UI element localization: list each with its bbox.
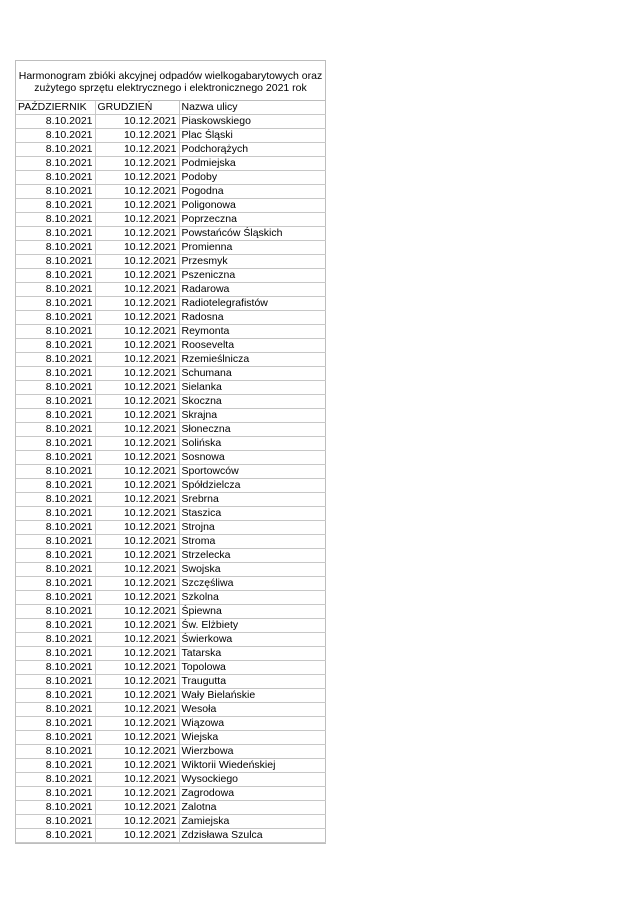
december-date-cell: 10.12.2021 — [95, 647, 179, 661]
october-date-cell: 8.10.2021 — [16, 577, 95, 591]
street-name-cell: Stroma — [179, 535, 326, 549]
street-name-cell: Poligonowa — [179, 199, 326, 213]
table-row — [16, 577, 326, 591]
october-date-cell: 8.10.2021 — [16, 661, 95, 675]
street-name-cell: Wiejska — [179, 731, 326, 745]
table-row — [16, 675, 326, 689]
table-row — [16, 773, 326, 787]
october-date-cell: 8.10.2021 — [16, 605, 95, 619]
october-date-cell: 8.10.2021 — [16, 255, 95, 269]
october-date-cell: 8.10.2021 — [16, 717, 95, 731]
december-date-cell: 10.12.2021 — [95, 367, 179, 381]
street-name-cell: Roosevelta — [179, 339, 326, 353]
october-date-cell: 8.10.2021 — [16, 283, 95, 297]
table-row — [16, 409, 326, 423]
street-name-cell: Strojna — [179, 521, 326, 535]
december-date-cell: 10.12.2021 — [95, 381, 179, 395]
table-body — [16, 115, 326, 843]
october-date-cell: 8.10.2021 — [16, 731, 95, 745]
street-name-cell: Zalotna — [179, 801, 326, 815]
december-date-cell: 10.12.2021 — [95, 535, 179, 549]
street-name-cell: Skrajna — [179, 409, 326, 423]
street-name-cell: Św. Elżbiety — [179, 619, 326, 633]
street-name-cell: Traugutta — [179, 675, 326, 689]
december-date-cell: 10.12.2021 — [95, 437, 179, 451]
street-name-cell: Wiktorii Wiedeńskiej — [179, 759, 326, 773]
december-date-cell: 10.12.2021 — [95, 549, 179, 563]
december-date-cell: 10.12.2021 — [95, 577, 179, 591]
december-date-cell: 10.12.2021 — [95, 185, 179, 199]
october-date-cell: 8.10.2021 — [16, 689, 95, 703]
table-row — [16, 157, 326, 171]
october-date-cell: 8.10.2021 — [16, 745, 95, 759]
street-name-cell: Srebrna — [179, 493, 326, 507]
street-name-cell: Przesmyk — [179, 255, 326, 269]
october-date-cell: 8.10.2021 — [16, 143, 95, 157]
october-date-cell: 8.10.2021 — [16, 325, 95, 339]
table-row — [16, 493, 326, 507]
table-row — [16, 633, 326, 647]
schedule-sheet — [15, 60, 326, 844]
street-name-cell: Wierzbowa — [179, 745, 326, 759]
table-row — [16, 829, 326, 843]
table-row — [16, 437, 326, 451]
december-date-cell: 10.12.2021 — [95, 829, 179, 843]
october-date-cell: 8.10.2021 — [16, 409, 95, 423]
december-date-cell: 10.12.2021 — [95, 605, 179, 619]
table-row — [16, 521, 326, 535]
table-row — [16, 185, 326, 199]
october-date-cell: 8.10.2021 — [16, 465, 95, 479]
street-name-cell: Śpiewna — [179, 605, 326, 619]
street-name-cell: Zagrodowa — [179, 787, 326, 801]
october-date-cell: 8.10.2021 — [16, 535, 95, 549]
december-date-cell: 10.12.2021 — [95, 227, 179, 241]
december-date-cell: 10.12.2021 — [95, 591, 179, 605]
table-row — [16, 381, 326, 395]
table-row — [16, 227, 326, 241]
street-name-cell: Swojska — [179, 563, 326, 577]
table-row — [16, 423, 326, 437]
october-date-cell: 8.10.2021 — [16, 297, 95, 311]
october-date-cell: 8.10.2021 — [16, 451, 95, 465]
october-date-cell: 8.10.2021 — [16, 563, 95, 577]
street-name-cell: Tatarska — [179, 647, 326, 661]
table-row — [16, 115, 326, 129]
december-date-cell: 10.12.2021 — [95, 521, 179, 535]
december-date-cell: 10.12.2021 — [95, 689, 179, 703]
december-date-cell: 10.12.2021 — [95, 311, 179, 325]
header-street-name: Nazwa ulicy — [179, 101, 326, 115]
table-row — [16, 689, 326, 703]
document-title — [16, 61, 325, 101]
table-row — [16, 325, 326, 339]
table-row — [16, 283, 326, 297]
october-date-cell: 8.10.2021 — [16, 493, 95, 507]
december-date-cell: 10.12.2021 — [95, 815, 179, 829]
street-name-cell: Powstańców Śląskich — [179, 227, 326, 241]
table-row — [16, 759, 326, 773]
table-row — [16, 367, 326, 381]
december-date-cell: 10.12.2021 — [95, 717, 179, 731]
december-date-cell: 10.12.2021 — [95, 269, 179, 283]
october-date-cell: 8.10.2021 — [16, 479, 95, 493]
october-date-cell: 8.10.2021 — [16, 185, 95, 199]
street-name-cell: Podoby — [179, 171, 326, 185]
header-october: PAŹDZIERNIK — [16, 101, 95, 115]
table-row — [16, 661, 326, 675]
table-row — [16, 703, 326, 717]
october-date-cell: 8.10.2021 — [16, 647, 95, 661]
street-name-cell: Reymonta — [179, 325, 326, 339]
october-date-cell: 8.10.2021 — [16, 311, 95, 325]
street-name-cell: Zdzisława Szulca — [179, 829, 326, 843]
street-name-cell: Solińska — [179, 437, 326, 451]
october-date-cell: 8.10.2021 — [16, 549, 95, 563]
december-date-cell: 10.12.2021 — [95, 157, 179, 171]
table-row — [16, 255, 326, 269]
october-date-cell: 8.10.2021 — [16, 227, 95, 241]
table-row — [16, 143, 326, 157]
table-row — [16, 507, 326, 521]
street-name-cell: Sielanka — [179, 381, 326, 395]
october-date-cell: 8.10.2021 — [16, 367, 95, 381]
street-name-cell: Wysockiego — [179, 773, 326, 787]
header-december: GRUDZIEŃ — [95, 101, 179, 115]
october-date-cell: 8.10.2021 — [16, 801, 95, 815]
table-row — [16, 451, 326, 465]
december-date-cell: 10.12.2021 — [95, 255, 179, 269]
street-name-cell: Staszica — [179, 507, 326, 521]
street-name-cell: Świerkowa — [179, 633, 326, 647]
street-name-cell: Podchorążych — [179, 143, 326, 157]
street-name-cell: Poprzeczna — [179, 213, 326, 227]
october-date-cell: 8.10.2021 — [16, 675, 95, 689]
street-name-cell: Topolowa — [179, 661, 326, 675]
december-date-cell: 10.12.2021 — [95, 409, 179, 423]
street-name-cell: Strzelecka — [179, 549, 326, 563]
october-date-cell: 8.10.2021 — [16, 157, 95, 171]
table-row — [16, 619, 326, 633]
street-name-cell: Wesoła — [179, 703, 326, 717]
october-date-cell: 8.10.2021 — [16, 507, 95, 521]
december-date-cell: 10.12.2021 — [95, 661, 179, 675]
table-row — [16, 311, 326, 325]
table-row — [16, 353, 326, 367]
october-date-cell: 8.10.2021 — [16, 829, 95, 843]
table-row — [16, 717, 326, 731]
table-row — [16, 563, 326, 577]
december-date-cell: 10.12.2021 — [95, 507, 179, 521]
table-row — [16, 787, 326, 801]
december-date-cell: 10.12.2021 — [95, 325, 179, 339]
october-date-cell: 8.10.2021 — [16, 591, 95, 605]
table-row — [16, 535, 326, 549]
street-name-cell: Pszeniczna — [179, 269, 326, 283]
december-date-cell: 10.12.2021 — [95, 479, 179, 493]
october-date-cell: 8.10.2021 — [16, 521, 95, 535]
december-date-cell: 10.12.2021 — [95, 801, 179, 815]
december-date-cell: 10.12.2021 — [95, 493, 179, 507]
table-row — [16, 171, 326, 185]
street-name-cell: Szczęśliwa — [179, 577, 326, 591]
street-name-cell: Sportowców — [179, 465, 326, 479]
october-date-cell: 8.10.2021 — [16, 115, 95, 129]
october-date-cell: 8.10.2021 — [16, 171, 95, 185]
street-name-cell: Schumana — [179, 367, 326, 381]
street-name-cell: Pogodna — [179, 185, 326, 199]
december-date-cell: 10.12.2021 — [95, 787, 179, 801]
table-row — [16, 801, 326, 815]
street-name-cell: Plac Śląski — [179, 129, 326, 143]
table-row — [16, 297, 326, 311]
december-date-cell: 10.12.2021 — [95, 619, 179, 633]
december-date-cell: 10.12.2021 — [95, 297, 179, 311]
december-date-cell: 10.12.2021 — [95, 773, 179, 787]
table-row — [16, 591, 326, 605]
december-date-cell: 10.12.2021 — [95, 703, 179, 717]
table-row — [16, 731, 326, 745]
table-row — [16, 241, 326, 255]
december-date-cell: 10.12.2021 — [95, 633, 179, 647]
table-row — [16, 213, 326, 227]
december-date-cell: 10.12.2021 — [95, 745, 179, 759]
october-date-cell: 8.10.2021 — [16, 213, 95, 227]
october-date-cell: 8.10.2021 — [16, 423, 95, 437]
street-name-cell: Radiotelegrafistów — [179, 297, 326, 311]
december-date-cell: 10.12.2021 — [95, 171, 179, 185]
october-date-cell: 8.10.2021 — [16, 269, 95, 283]
october-date-cell: 8.10.2021 — [16, 129, 95, 143]
street-name-cell: Wiązowa — [179, 717, 326, 731]
october-date-cell: 8.10.2021 — [16, 787, 95, 801]
october-date-cell: 8.10.2021 — [16, 773, 95, 787]
december-date-cell: 10.12.2021 — [95, 759, 179, 773]
october-date-cell: 8.10.2021 — [16, 619, 95, 633]
title-line-1: Harmonogram zbióki akcyjnej odpadów wielkogabarytowych oraz — [18, 70, 323, 82]
december-date-cell: 10.12.2021 — [95, 115, 179, 129]
schedule-table — [16, 101, 326, 843]
street-name-cell: Słoneczna — [179, 423, 326, 437]
december-date-cell: 10.12.2021 — [95, 199, 179, 213]
october-date-cell: 8.10.2021 — [16, 437, 95, 451]
header-row — [16, 101, 326, 115]
december-date-cell: 10.12.2021 — [95, 465, 179, 479]
street-name-cell: Radosna — [179, 311, 326, 325]
table-row — [16, 395, 326, 409]
october-date-cell: 8.10.2021 — [16, 339, 95, 353]
street-name-cell: Spółdzielcza — [179, 479, 326, 493]
table-row — [16, 605, 326, 619]
october-date-cell: 8.10.2021 — [16, 703, 95, 717]
title-line-2: zużytego sprzętu elektrycznego i elektronicznego 2021 rok — [34, 82, 307, 94]
december-date-cell: 10.12.2021 — [95, 353, 179, 367]
october-date-cell: 8.10.2021 — [16, 815, 95, 829]
table-row — [16, 339, 326, 353]
table-row — [16, 465, 326, 479]
table-row — [16, 745, 326, 759]
table-row — [16, 269, 326, 283]
october-date-cell: 8.10.2021 — [16, 759, 95, 773]
december-date-cell: 10.12.2021 — [95, 283, 179, 297]
table-row — [16, 815, 326, 829]
street-name-cell: Piaskowskiego — [179, 115, 326, 129]
table-row — [16, 647, 326, 661]
december-date-cell: 10.12.2021 — [95, 675, 179, 689]
december-date-cell: 10.12.2021 — [95, 731, 179, 745]
table-row — [16, 479, 326, 493]
december-date-cell: 10.12.2021 — [95, 395, 179, 409]
street-name-cell: Promienna — [179, 241, 326, 255]
december-date-cell: 10.12.2021 — [95, 451, 179, 465]
october-date-cell: 8.10.2021 — [16, 199, 95, 213]
street-name-cell: Podmiejska — [179, 157, 326, 171]
october-date-cell: 8.10.2021 — [16, 395, 95, 409]
table-row — [16, 549, 326, 563]
street-name-cell: Zamiejska — [179, 815, 326, 829]
december-date-cell: 10.12.2021 — [95, 339, 179, 353]
table-row — [16, 199, 326, 213]
december-date-cell: 10.12.2021 — [95, 241, 179, 255]
october-date-cell: 8.10.2021 — [16, 353, 95, 367]
table-row — [16, 129, 326, 143]
street-name-cell: Radarowa — [179, 283, 326, 297]
december-date-cell: 10.12.2021 — [95, 213, 179, 227]
december-date-cell: 10.12.2021 — [95, 143, 179, 157]
street-name-cell: Skoczna — [179, 395, 326, 409]
street-name-cell: Szkolna — [179, 591, 326, 605]
street-name-cell: Rzemieślnicza — [179, 353, 326, 367]
october-date-cell: 8.10.2021 — [16, 241, 95, 255]
december-date-cell: 10.12.2021 — [95, 563, 179, 577]
october-date-cell: 8.10.2021 — [16, 381, 95, 395]
december-date-cell: 10.12.2021 — [95, 129, 179, 143]
october-date-cell: 8.10.2021 — [16, 633, 95, 647]
december-date-cell: 10.12.2021 — [95, 423, 179, 437]
street-name-cell: Wały Bielańskie — [179, 689, 326, 703]
street-name-cell: Sosnowa — [179, 451, 326, 465]
